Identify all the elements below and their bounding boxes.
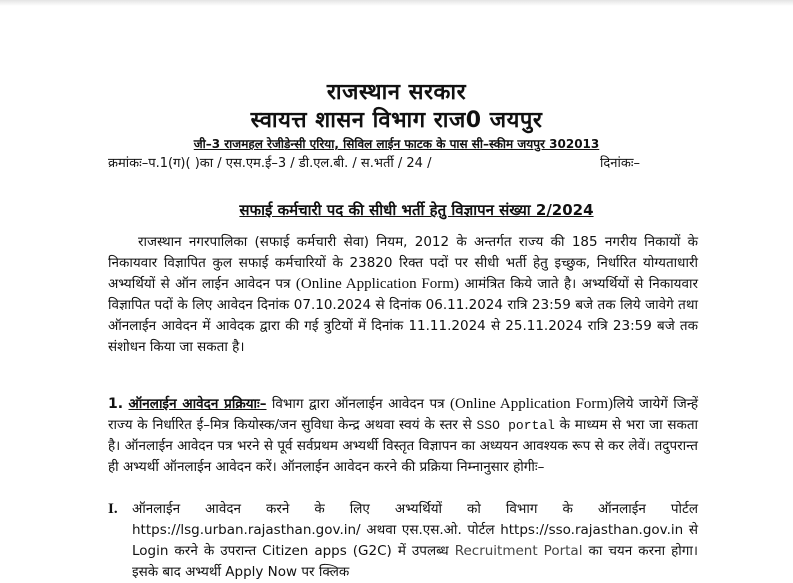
item-marker: I. [108, 501, 118, 517]
intro-english: (Online Application Form) [295, 276, 459, 292]
reference-line [108, 153, 640, 171]
viewer-top-shadow [0, 0, 793, 6]
item-text: ऑनलाईन आवेदन करने के लिए अभ्यर्थियों को विभाग के ऑनलाईन पोर्टल [132, 501, 698, 517]
section-title: ऑनलाईन आवेदन प्रक्रियाः– [128, 396, 267, 412]
government-title: राजस्थान सरकार [326, 80, 467, 105]
item-english: Login [132, 543, 169, 559]
item-text: अथवा एस.एस.ओ. पोर्टल [360, 522, 501, 538]
section-mono-1: SSO portal [476, 418, 555, 433]
list-item [108, 499, 698, 583]
intro-paragraph [108, 232, 698, 358]
sso-portal-link[interactable]: https://sso.rajasthan.gov.in [500, 522, 684, 538]
advertisement-subject: सफाई कर्मचारी पद की सीधी भर्ती हेतु विज्ञापन संख्या 2/2024 [239, 201, 594, 219]
item-text: से [683, 522, 698, 538]
item-text: में उपलब्ध [391, 543, 455, 559]
intro-text-2: आमंत्रित किये जाते है। अभ्यर्थियों से निकायवार विज्ञापित पदों के लिए आवेदन दिनांक 07.10.2024 से दिनांक 06.11.2024 रात्रि 23:59 बजे तक लिये जावेगे तथा ऑनलाईन आवेदन में आवेदक द्वारा की गई त्रुटियों में दिनांक 11.11.2024 से 25.11.2024 रात्रि 23:59 बजे तक संशोधन किया जा सकता है। [108, 276, 698, 355]
item-text: पर क्लिक [297, 564, 350, 580]
section-text-2: लिये जायेगें जिन्हें राज्य के निर्धारित ई–मित्र कियोस्क/जन सुविधा केन्द्र अथवा स्वयं के स्तर से [108, 396, 699, 433]
section-number: 1. [108, 396, 124, 412]
date-label: दिनांकः– [600, 156, 640, 171]
section-english-1: (Online Application Form) [450, 396, 614, 412]
department-title: स्वायत्त शासन विभाग राज0 जयपुर [250, 108, 543, 133]
section-text-1: विभाग द्वारा ऑनलाईन आवेदन पत्र [266, 396, 450, 412]
intro-text-1: राजस्थान नगरपालिका (सफाई कर्मचारी सेवा) नियम, 2012 के अन्तर्गत राज्य की 185 नगरीय निकायों के निकायवार विज्ञापित कुल सफाई कर्मचारियों के 23820 रिक्त पदों पर सीधी भर्ती हेतु इच्छुक, निर्धारित योग्यताधारी अभ्यर्थियों से ऑन लाईन आवेदन पत्र [108, 234, 698, 292]
department-address: जी–3 राजमहल रेजीडेन्सी एरिया, सिविल लाईन फाटक के पास सी–स्कीम जयपुर 302013 [193, 137, 600, 151]
item-mono: Recruitment Portal [454, 543, 583, 559]
item-english: Citizen apps (G2C) [262, 543, 392, 559]
section-text-3: के माध्यम से भरा जा सकता है। ऑनलाईन आवेदन पत्र भरने से पूर्व सर्वप्रथम अभ्यर्थी विस्तृत विज्ञापन का अध्ययन आवश्यक रूप से कर लेवें। तदुपरान्त ही अभ्यर्थी ऑनलाईन आवेदन करें। ऑनलाईन आवेदन करने की प्रक्रिया निम्नानुसार होगीः– [108, 417, 699, 475]
item-text: करने के उपरान्त [168, 543, 263, 559]
reference-number: क्रमांकः–प.1(ग)( )का / एस.एम.ई–3 / डी.एल.बी. / स.भर्ती / 24 / [108, 156, 432, 171]
item-body [132, 499, 698, 583]
section-1-paragraph [108, 394, 698, 478]
item-text: का चयन करना होगा। इसके बाद अभ्यर्थी [132, 543, 699, 580]
lsg-portal-link[interactable]: https://lsg.urban.rajasthan.gov.in/ [132, 522, 361, 538]
item-english: Apply Now [225, 564, 298, 580]
